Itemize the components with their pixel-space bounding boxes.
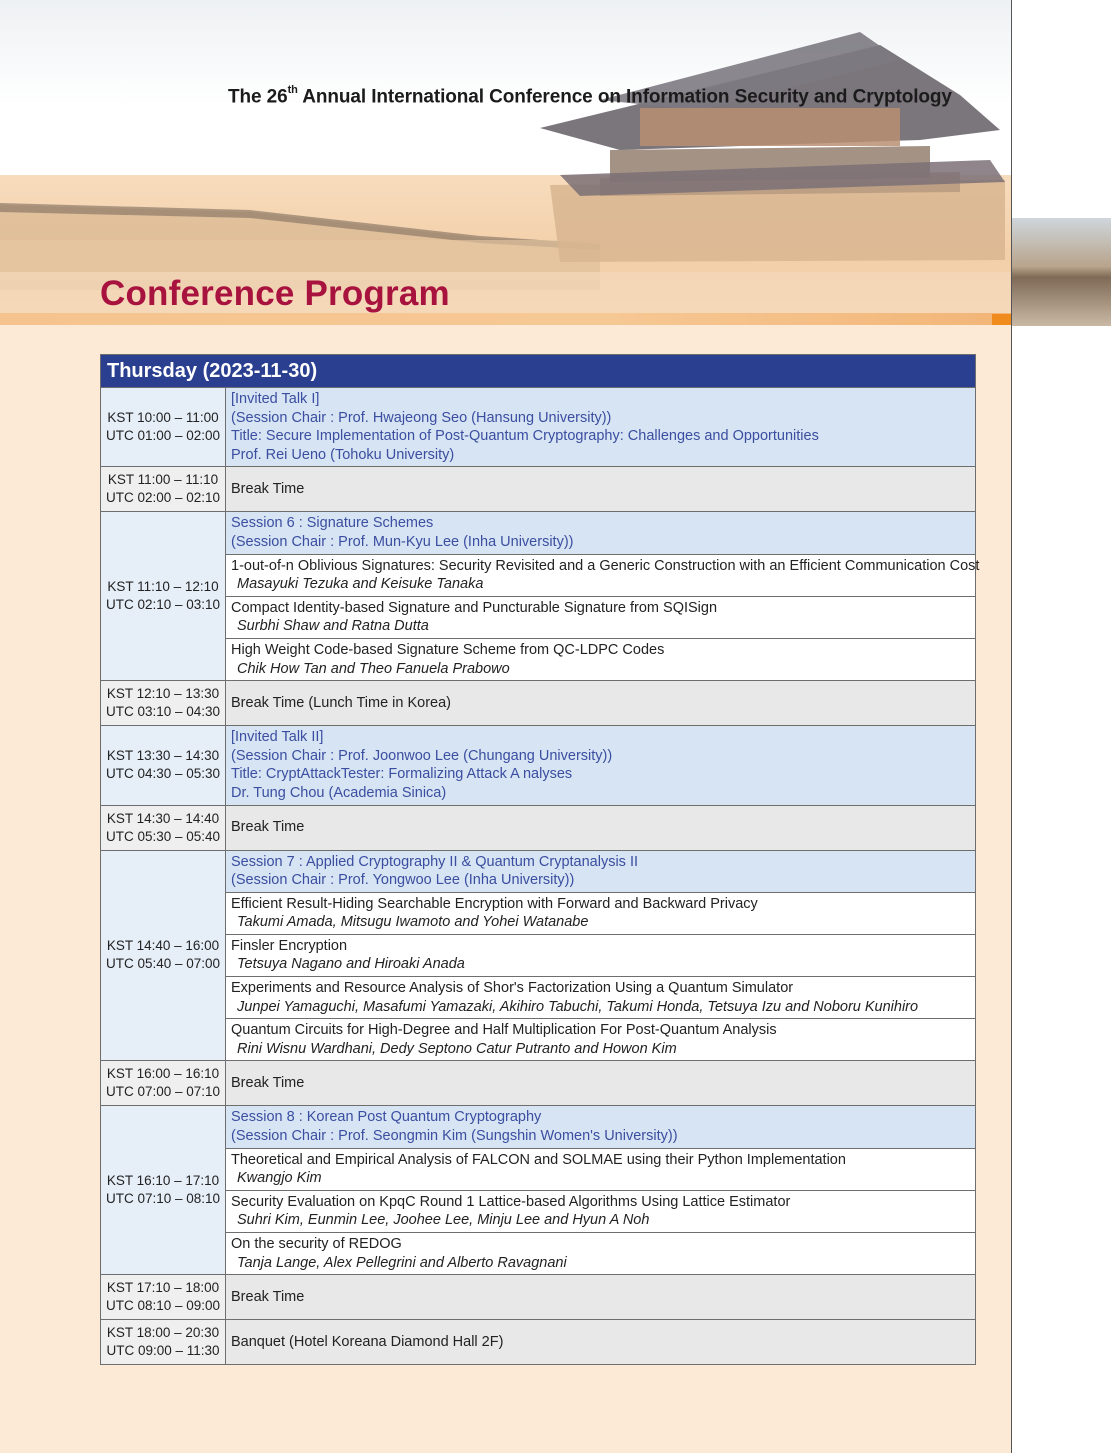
paper-authors: Suhri Kim, Eunmin Lee, Joohee Lee, Minju Lee and Hyun A Noh [237,1212,650,1229]
paper-title: Experiments and Resource Analysis of Shor's Factorization Using a Quantum Simulator [231,980,794,997]
invited-talk-line: (Session Chair : Prof. Joonwoo Lee (Chungang University)) [231,747,613,764]
session-header-cell [226,512,976,554]
header-divider [0,313,1011,325]
break-label: Break Time [231,1288,305,1305]
time-cell [101,726,226,805]
session-line: (Session Chair : Prof. Mun-Kyu Lee (Inha University)) [231,533,574,550]
paper-authors: Masayuki Tezuka and Keisuke Tanaka [237,576,484,593]
session-header-row [101,512,976,554]
kst-time: KST 11:00 – 11:10 [107,472,219,488]
kst-time: KST 11:10 – 12:10 [107,579,219,595]
break-row [101,467,976,512]
break-cell [226,1320,976,1365]
time-cell [101,805,226,850]
break-row [101,1320,976,1365]
paper-cell [226,1233,976,1275]
session-line: (Session Chair : Prof. Yongwoo Lee (Inha University)) [231,872,575,889]
invited-talk-row [101,388,976,467]
break-label: Break Time [231,1075,305,1092]
invited-talk-line: (Session Chair : Prof. Hwajeong Seo (Hansung University)) [231,409,612,426]
kst-time: KST 10:00 – 11:00 [107,410,219,426]
utc-time: UTC 07:00 – 07:10 [105,1084,221,1100]
utc-time: UTC 03:10 – 04:30 [105,704,221,720]
paper-cell [226,977,976,1019]
paper-title: Efficient Result-Hiding Searchable Encryption with Forward and Backward Privacy [231,895,758,912]
invited-talk-line: [Invited Talk I] [231,391,320,407]
break-cell [226,467,976,512]
session-line: (Session Chair : Prof. Seongmin Kim (Sungshin Women's University)) [231,1128,678,1145]
time-cell [101,1106,226,1275]
utc-time: UTC 01:00 – 02:00 [105,428,221,444]
paper-authors: Kwangjo Kim [237,1170,322,1187]
kst-time: KST 16:10 – 17:10 [106,1173,220,1189]
utc-time: UTC 05:30 – 05:40 [105,828,221,844]
utc-time: UTC 08:10 – 09:00 [105,1298,221,1314]
utc-time: UTC 02:10 – 03:10 [105,597,221,613]
invited-talk-line: Dr. Tung Chou (Academia Sinica) [231,784,447,801]
paper-row [101,1190,976,1232]
paper-authors: Rini Wisnu Wardhani, Dedy Septono Catur Putranto and Howon Kim [237,1040,677,1057]
paper-authors: Chik How Tan and Theo Fanuela Prabowo [237,660,510,677]
paper-title: On the security of REDOG [231,1236,402,1252]
paper-cell [226,892,976,934]
page-title: Conference Program [100,274,450,313]
paper-title: Finsler Encryption [231,937,348,954]
paper-cell [226,934,976,976]
session-header-row [101,1106,976,1148]
paper-cell [226,596,976,638]
kst-time: KST 14:40 – 16:00 [106,938,220,954]
paper-cell [226,1019,976,1061]
time-cell [101,850,226,1061]
break-row [101,1061,976,1106]
break-row [101,681,976,726]
paper-authors: Tanja Lange, Alex Pellegrini and Alberto Ravagnani [237,1254,567,1271]
time-cell [101,467,226,512]
paper-cell [226,638,976,680]
day-header-row [101,355,976,388]
kst-time: KST 17:10 – 18:00 [106,1280,220,1296]
invited-talk-line: [Invited Talk II] [231,729,324,746]
right-margin-photo [1012,218,1111,326]
session-line: Session 7 : Applied Cryptography II & Quantum Cryptanalysis II [231,853,639,870]
time-cell [101,1061,226,1106]
time-cell [101,388,226,467]
break-row [101,1275,976,1320]
break-cell [226,805,976,850]
session-header-row [101,850,976,892]
paper-authors: Surbhi Shaw and Ratna Dutta [237,618,429,635]
schedule-table [100,354,980,1365]
session-header-cell [226,850,976,892]
kst-time: KST 18:00 – 20:30 [106,1325,220,1341]
conference-title: The 26th Annual International Conference on Information Security and Cryptology [228,84,952,108]
paper-authors: Takumi Amada, Mitsugu Iwamoto and Yohei Watanabe [237,914,589,931]
session-header-cell [226,1106,976,1148]
paper-cell [226,1190,976,1232]
utc-time: UTC 05:40 – 07:00 [105,956,221,972]
paper-row [101,977,976,1019]
kst-time: KST 13:30 – 14:30 [106,748,220,764]
paper-row [101,638,976,680]
break-label: Banquet (Hotel Koreana Diamond Hall 2F) [231,1333,504,1350]
paper-cell [226,554,980,596]
time-cell [101,1320,226,1365]
utc-time: UTC 02:00 – 02:10 [105,490,221,506]
paper-row [101,1019,976,1061]
paper-row [101,934,976,976]
paper-row [101,1233,976,1275]
break-cell [226,1275,976,1320]
invited-talk-cell [226,726,976,805]
break-label: Break Time [231,819,305,836]
break-label: Break Time (Lunch Time in Korea) [231,694,452,711]
paper-title: Security Evaluation on KpqC Round 1 Lattice-based Algorithms Using Lattice Estimator [231,1193,791,1210]
kst-time: KST 14:30 – 14:40 [106,810,220,826]
invited-talk-line: Title: CryptAttackTester: Formalizing Attack A nalyses [231,766,573,783]
paper-authors: Junpei Yamaguchi, Masafumi Yamazaki, Akihiro Tabuchi, Takumi Honda, Tetsuya Izu and Noboru Kunihiro [237,998,919,1015]
time-cell [101,681,226,726]
break-label: Break Time [231,481,305,498]
paper-row [101,596,976,638]
paper-title: 1-out-of-n Oblivious Signatures: Security Revisited and a Generic Construction with an Efficient Communication Cost [231,557,980,574]
paper-cell [226,1148,976,1190]
utc-time: UTC 04:30 – 05:30 [105,766,221,782]
day-header: Thursday (2023-11-30) [101,355,976,388]
kst-time: KST 12:10 – 13:30 [106,686,220,702]
paper-row [101,554,976,596]
invited-talk-line: Prof. Rei Ueno (Tohoku University) [231,446,455,463]
paper-row [101,1148,976,1190]
paper-row [101,892,976,934]
utc-time: UTC 07:10 – 08:10 [105,1191,221,1207]
paper-title: Compact Identity-based Signature and Puncturable Signature from SQISign [231,599,718,616]
paper-title: High Weight Code-based Signature Scheme from QC-LDPC Codes [231,641,665,658]
time-cell [101,512,226,681]
paper-authors: Tetsuya Nagano and Hiroaki Anada [237,956,465,973]
break-row [101,805,976,850]
utc-time: UTC 09:00 – 11:30 [106,1343,220,1359]
paper-title: Quantum Circuits for High-Degree and Half Multiplication For Post-Quantum Analysis [231,1022,777,1039]
invited-talk-cell [226,388,976,467]
invited-talk-line: Title: Secure Implementation of Post-Quantum Cryptography: Challenges and Opportunities [231,428,819,445]
paper-title: Theoretical and Empirical Analysis of FALCON and SOLMAE using their Python Implementation [231,1151,846,1168]
session-line: Session 6 : Signature Schemes [231,515,434,532]
session-line: Session 8 : Korean Post Quantum Cryptography [231,1109,542,1126]
break-cell [226,681,976,726]
time-cell [101,1275,226,1320]
kst-time: KST 16:00 – 16:10 [106,1066,220,1082]
invited-talk-row [101,726,976,805]
break-cell [226,1061,976,1106]
